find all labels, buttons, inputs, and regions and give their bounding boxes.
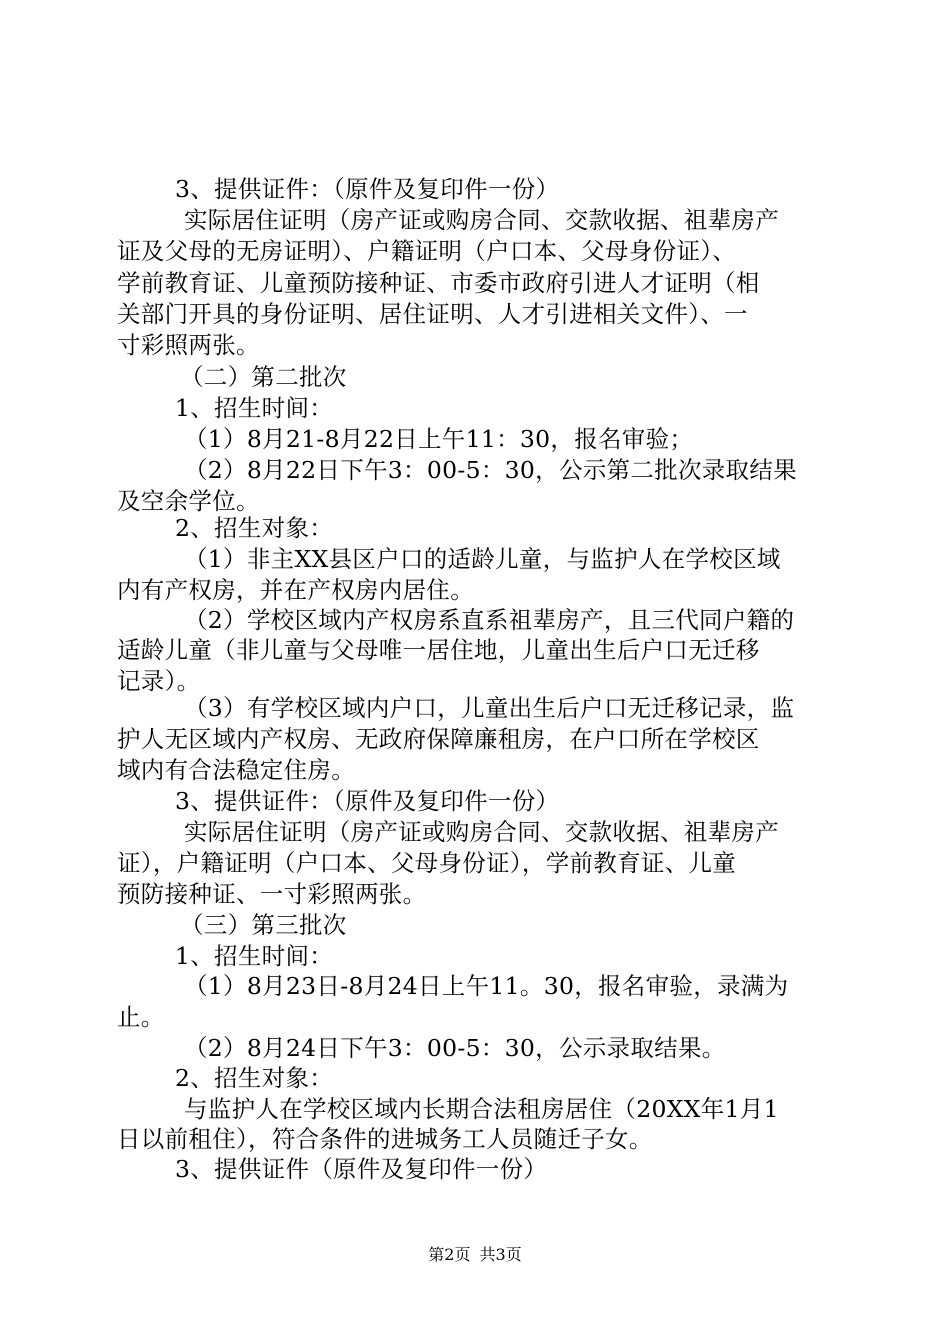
- text-line: （3）有学校区域内户口，儿童出生后户口无迁移记录，监: [184, 694, 795, 722]
- text-line: 1、招生时间：: [175, 942, 334, 970]
- text-line: 证及父母的无房证明）、户籍证明（户口本、父母身份证）、: [117, 237, 737, 265]
- text-line: （2）8月22日下午3：00-5：30，公示第二批次录取结果: [184, 456, 797, 484]
- page-number: 第2页: [428, 1245, 471, 1264]
- text-line: 学前教育证、儿童预防接种证、市委市政府引进人才证明（相: [117, 269, 760, 297]
- text-line: 及空余学位。: [117, 487, 260, 515]
- text-line: 域内有合法稳定住房。: [117, 756, 355, 784]
- text-line: 实际居住证明（房产证或购房合同、交款收据、祖辈房产: [184, 818, 779, 846]
- text-line: 1、招生时间：: [175, 394, 334, 422]
- text-line: 与监护人在学校区域内长期合法租房居住（20XX年1月1: [184, 1095, 779, 1123]
- text-line: 证），户籍证明（户口本、父母身份证），学前教育证、儿童: [117, 849, 737, 877]
- text-line: 2、招生对象：: [175, 1064, 334, 1092]
- text-line: 2、招生对象：: [175, 514, 334, 542]
- text-line: （2）8月24日下午3：00-5：30，公示录取结果。: [184, 1034, 726, 1062]
- section-heading: （二）第二批次: [180, 363, 347, 391]
- text-line: 预防接种证、一寸彩照两张。: [117, 880, 427, 908]
- text-line: （1）非主XX县区户口的适龄儿童，与监护人在学校区域: [184, 545, 781, 573]
- section-heading: （三）第三批次: [180, 911, 347, 939]
- text-line: （2）学校区域内产权房系直系祖辈房产，且三代同户籍的: [184, 606, 795, 634]
- text-line: 护人无区域内产权房、无政府保障廉租房，在户口所在学校区: [117, 725, 760, 753]
- text-line: 寸彩照两张。: [117, 331, 260, 359]
- text-line: （1）8月23日-8月24日上午11。30，报名审验，录满为: [184, 972, 789, 1000]
- text-line: 记录）。: [117, 667, 201, 695]
- page-footer: [0, 1245, 950, 1265]
- text-line: 日以前租住），符合条件的进城务工人员随迁子女。: [117, 1125, 653, 1153]
- text-line: 关部门开具的身份证明、居住证明、人才引进相关文件）、一: [117, 300, 748, 328]
- text-line: （1）8月21-8月22日上午11：30，报名审验；: [184, 425, 694, 453]
- text-line: 3、提供证件（原件及复印件一份）: [175, 1155, 548, 1183]
- text-line: 3、提供证件：（原件及复印件一份）: [175, 175, 560, 203]
- text-line: 止。: [117, 1003, 165, 1031]
- text-line: 3、提供证件：（原件及复印件一份）: [175, 787, 560, 815]
- text-line: 内有产权房，并在产权房内居住。: [117, 576, 474, 604]
- text-line: 适龄儿童（非儿童与父母唯一居住地，儿童出生后户口无迁移: [117, 636, 760, 664]
- text-line: 实际居住证明（房产证或购房合同、交款收据、祖辈房产: [184, 206, 779, 234]
- page-total: 共3页: [479, 1245, 522, 1264]
